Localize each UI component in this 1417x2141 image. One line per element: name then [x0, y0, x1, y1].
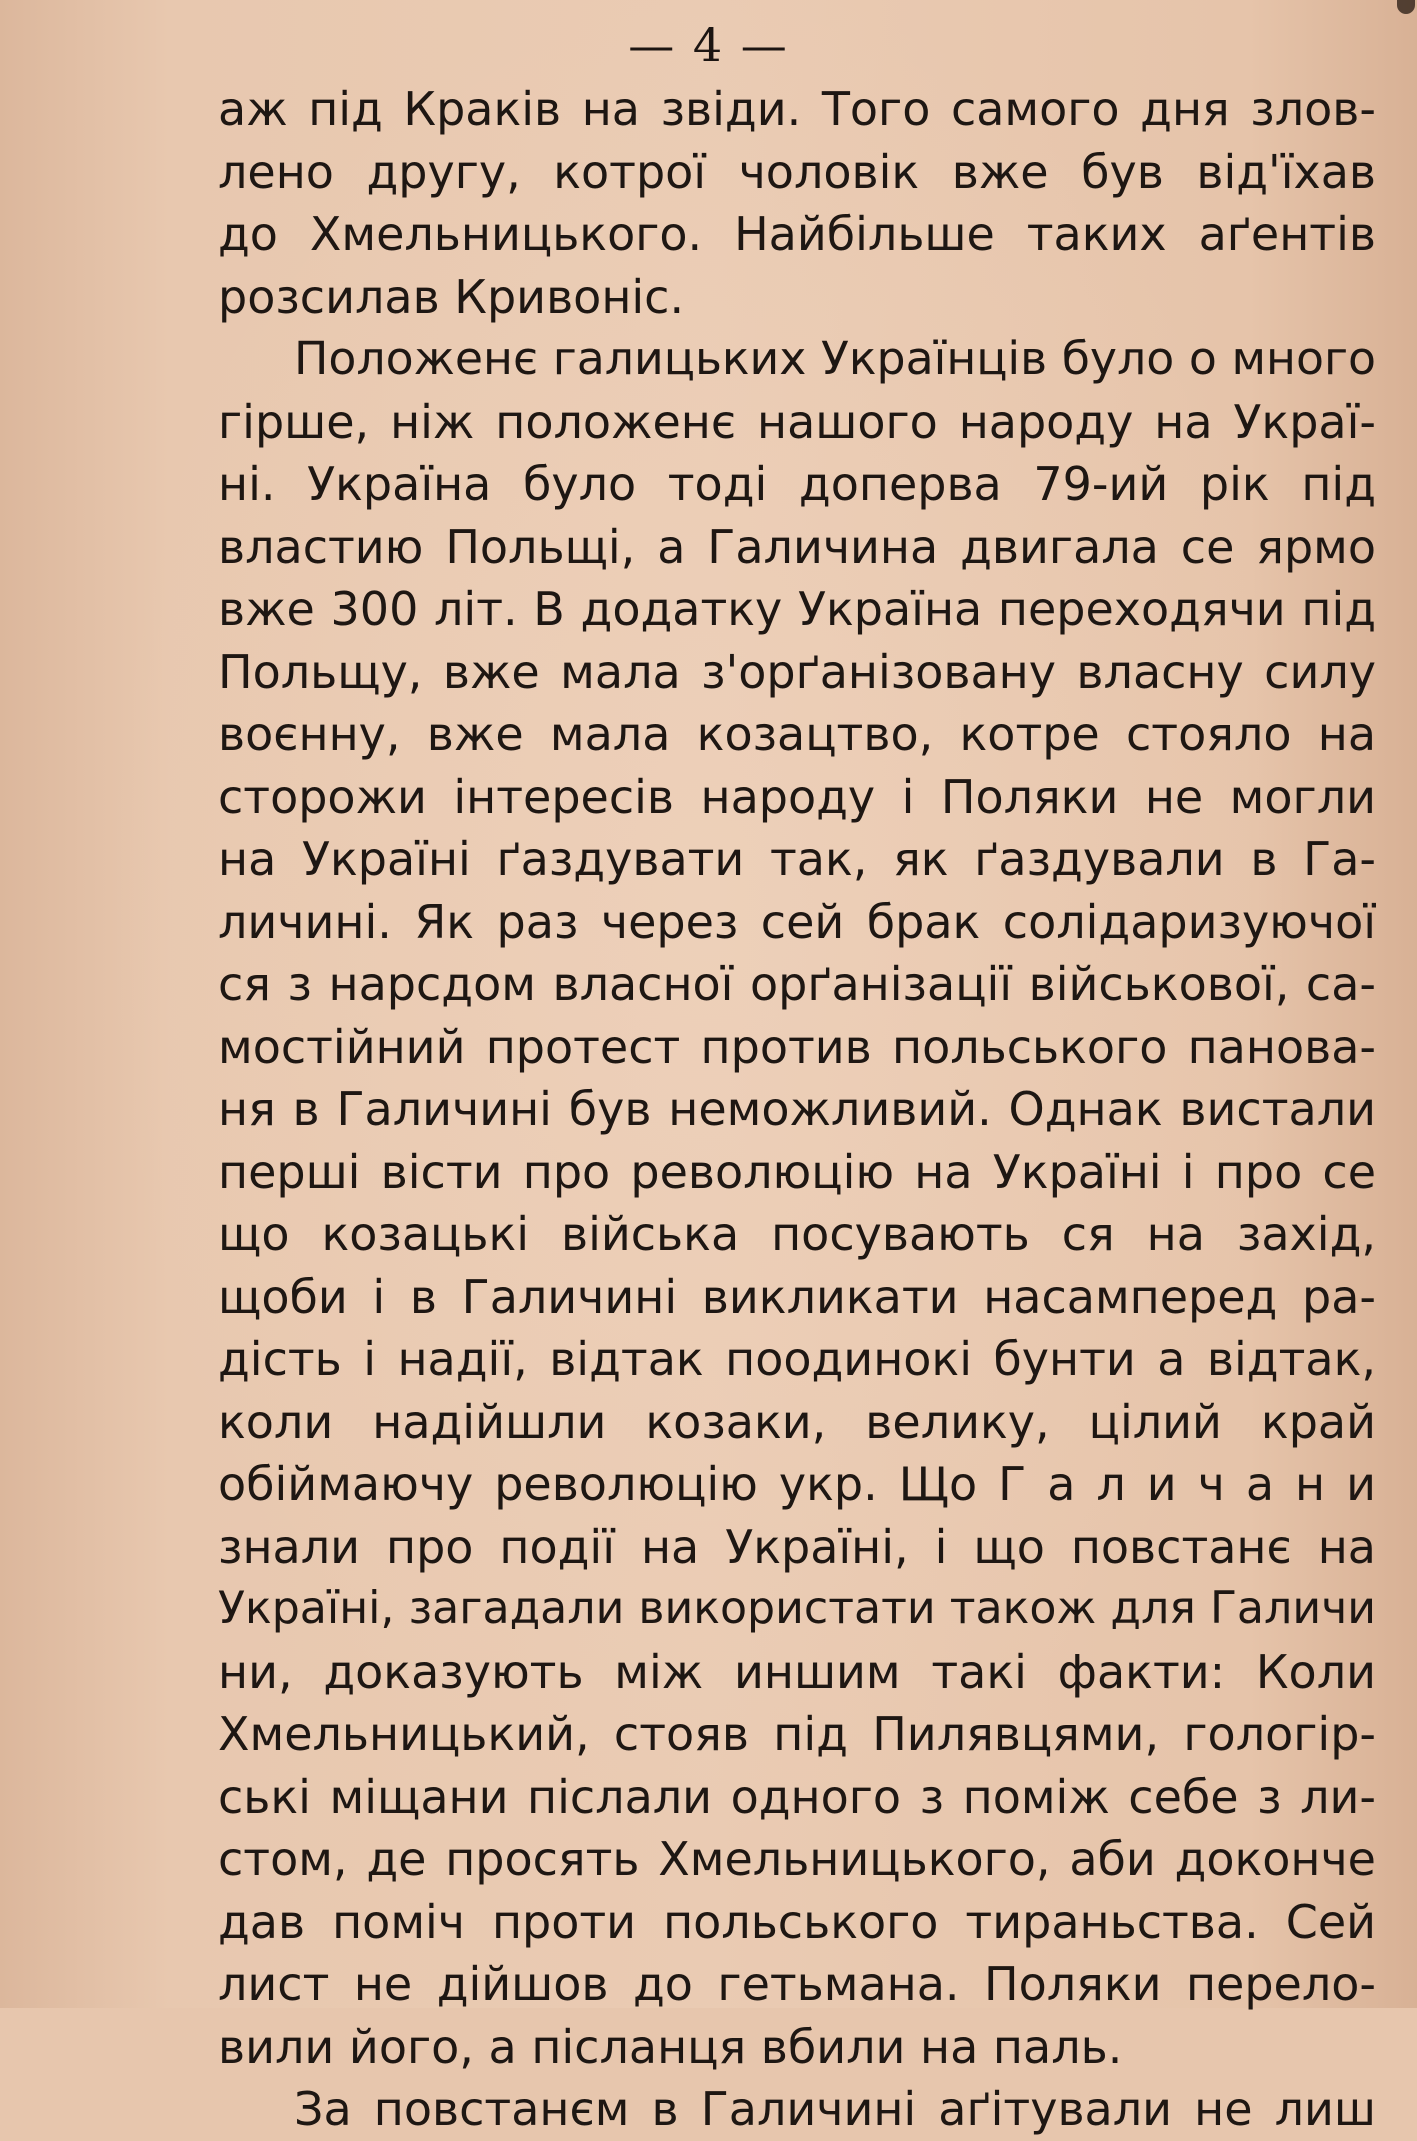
text-line: ни, доказують між иншим такі факти: Коли	[218, 1644, 1376, 1699]
text-line: Положенє галицьких Українців було о много	[294, 332, 1376, 385]
text-line: За повстанєм в Галичині аґітували не лиш	[294, 2082, 1376, 2136]
ink-blot-mark	[1397, 0, 1415, 14]
page-number: — 4 —	[628, 18, 789, 72]
text-line: обіймаючу революцію укр. Що Г а л и ч а н и	[218, 1457, 1376, 1511]
text-line: ня в Галичині був неможливий. Однак вистали	[218, 1082, 1376, 1136]
text-line: щоби і в Галичині викликати насамперед ра-	[218, 1269, 1376, 1324]
text-line: знали про події на Україні, і що повстанє на	[218, 1519, 1376, 1574]
text-line: аж під Краків на звіди. Того самого дня злов-	[218, 82, 1376, 136]
text-line: вили його, а післанця вбили на паль.	[218, 2019, 1123, 2074]
text-line: личині. Як раз через сей брак солідаризуючої	[218, 894, 1376, 949]
text-line: сторожи інтересів народу і Поляки не могли	[218, 769, 1376, 824]
text-line: гірше, ніж положенє нашого народу на Украї-	[218, 394, 1376, 449]
text-line: лено другу, котрої чоловік вже був від'їхав	[218, 144, 1376, 199]
text-line: що козацькі війська посувають ся на захід,	[218, 1207, 1376, 1261]
text-line: коли надійшли козаки, велику, цілий край	[218, 1394, 1376, 1449]
text-line: до Хмельницького. Найбільше таких аґентів	[218, 207, 1376, 261]
text-line: ні. Україна було тоді доперва 79-ий рік під	[218, 457, 1376, 511]
text-line: дість і надії, відтак поодинокі бунти а відтак,	[218, 1332, 1376, 1386]
text-line: на Україні ґаздувати так, як ґаздували в Га-	[218, 832, 1376, 886]
text-line: Хмельницький, стояв під Пилявцями, гологір-	[218, 1707, 1376, 1761]
text-line: Польщу, вже мала з'орґанізовану власну силу	[218, 644, 1376, 699]
text-line: стом, де просять Хмельницького, аби доконче	[218, 1832, 1376, 1886]
text-line: перші вісти про революцію на Україні і про се	[218, 1144, 1376, 1199]
text-line: ся з нарсдом власної орґанізації військової, са-	[218, 957, 1376, 1011]
text-line: мостійний протест против польського панова-	[218, 1019, 1376, 1074]
text-line: ські міщани післали одного з поміж себе з ли-	[218, 1769, 1376, 1824]
text-line: вже 300 літ. В додатку Україна переходячи під	[218, 582, 1376, 636]
text-line: властию Польщі, а Галичина двигала се ярмо	[218, 519, 1376, 574]
text-line: Україні, загадали використати також для Галичи	[218, 1583, 1376, 1634]
text-line: воєнну, вже мала козацтво, котре стояло на	[218, 707, 1376, 761]
text-line: лист не дійшов до гетьмана. Поляки перело-	[218, 1957, 1376, 2011]
text-line: дав поміч проти польського тираньства. Сей	[218, 1894, 1376, 1949]
page-text	[218, 78, 1376, 2141]
text-line: розсилав Кривоніс.	[218, 269, 685, 324]
